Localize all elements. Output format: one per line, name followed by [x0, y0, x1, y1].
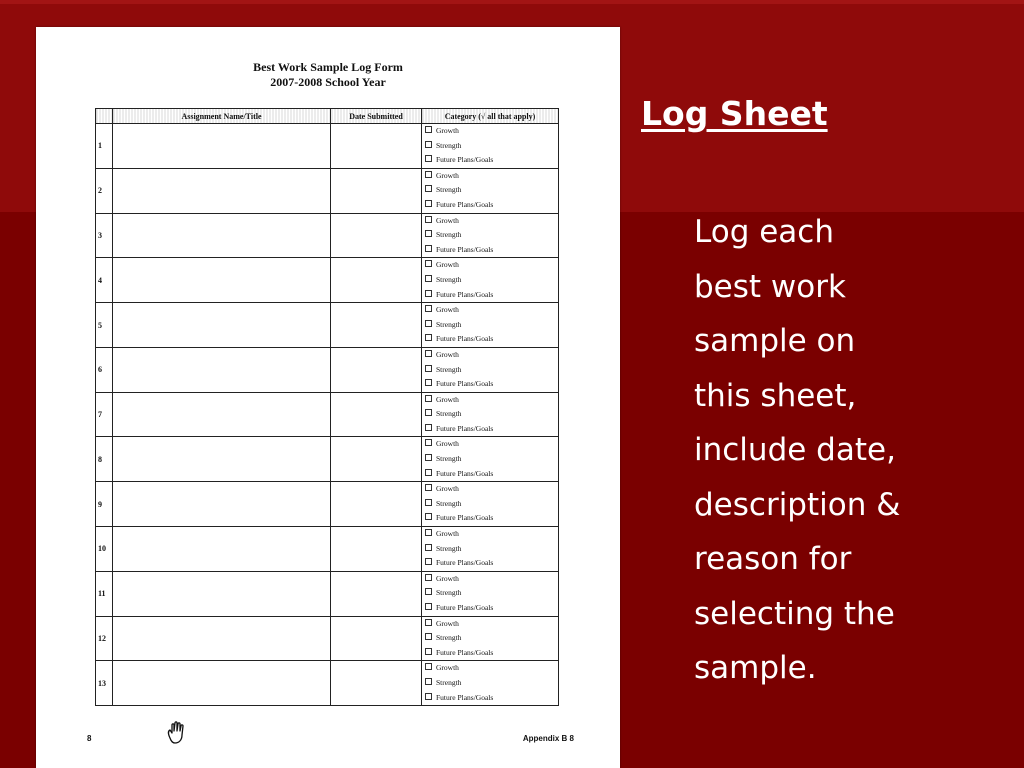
column-header-date: Date Submitted	[331, 109, 422, 124]
category-option	[425, 691, 558, 706]
row-number: 9	[96, 482, 113, 527]
checkbox-icon	[425, 619, 432, 626]
table-row	[96, 124, 559, 169]
assignment-name-cell	[113, 124, 331, 169]
assignment-name-cell	[113, 168, 331, 213]
category-option	[425, 243, 558, 258]
date-submitted-cell	[331, 168, 422, 213]
checkbox-icon	[425, 499, 432, 506]
assignment-name-cell	[113, 616, 331, 661]
category-cell	[422, 303, 559, 348]
category-cell	[422, 258, 559, 303]
category-option	[425, 214, 558, 229]
table-header-row	[96, 109, 559, 124]
row-number: 13	[96, 661, 113, 706]
category-option-label: Growth	[436, 573, 459, 583]
category-cell	[422, 527, 559, 572]
log-table	[95, 108, 559, 706]
checkbox-icon	[425, 409, 432, 416]
checkbox-icon	[425, 648, 432, 655]
category-option-label: Strength	[436, 454, 462, 464]
category-cell	[422, 437, 559, 482]
date-submitted-cell	[331, 571, 422, 616]
checkbox-icon	[425, 171, 432, 178]
category-option-label: Future Plans/Goals	[436, 513, 494, 523]
category-option-label: Future Plans/Goals	[436, 423, 494, 433]
category-cell	[422, 482, 559, 527]
checkbox-icon	[425, 126, 432, 133]
category-option-label: Strength	[436, 498, 462, 508]
checkbox-icon	[425, 320, 432, 327]
row-number: 4	[96, 258, 113, 303]
date-submitted-cell	[331, 258, 422, 303]
checkbox-icon	[425, 469, 432, 476]
checkbox-icon	[425, 200, 432, 207]
date-submitted-cell	[331, 482, 422, 527]
checkbox-icon	[425, 350, 432, 357]
category-option	[425, 124, 558, 139]
row-number: 7	[96, 392, 113, 437]
category-cell	[422, 571, 559, 616]
date-submitted-cell	[331, 213, 422, 258]
category-cell	[422, 213, 559, 258]
table-row	[96, 482, 559, 527]
log-table-body	[96, 124, 559, 706]
slide-heading: Log Sheet	[641, 94, 828, 133]
row-number: 2	[96, 168, 113, 213]
category-option	[425, 273, 558, 288]
category-option-label: Growth	[436, 529, 459, 539]
assignment-name-cell	[113, 347, 331, 392]
date-submitted-cell	[331, 437, 422, 482]
category-option-label: Future Plans/Goals	[436, 647, 494, 657]
category-option	[425, 332, 558, 347]
category-option-label: Strength	[436, 543, 462, 553]
checkbox-icon	[425, 633, 432, 640]
assignment-name-cell	[113, 527, 331, 572]
checkbox-icon	[425, 424, 432, 431]
row-number: 11	[96, 571, 113, 616]
category-option	[425, 646, 558, 661]
category-option-label: Future Plans/Goals	[436, 468, 494, 478]
date-submitted-cell	[331, 527, 422, 572]
category-option	[425, 631, 558, 646]
date-submitted-cell	[331, 392, 422, 437]
category-option-label: Future Plans/Goals	[436, 692, 494, 702]
category-option-label: Future Plans/Goals	[436, 199, 494, 209]
row-number: 1	[96, 124, 113, 169]
category-option	[425, 363, 558, 378]
checkbox-icon	[425, 693, 432, 700]
category-option	[425, 572, 558, 587]
category-option-label: Strength	[436, 677, 462, 687]
category-option	[425, 153, 558, 168]
table-row	[96, 213, 559, 258]
footer-appendix-label: Appendix B 8	[522, 734, 574, 743]
category-option	[425, 482, 558, 497]
slide-background-edge	[0, 0, 1024, 4]
assignment-name-cell	[113, 258, 331, 303]
row-number: 6	[96, 347, 113, 392]
category-cell	[422, 124, 559, 169]
category-option-label: Strength	[436, 633, 462, 643]
category-option-label: Future Plans/Goals	[436, 155, 494, 165]
assignment-name-cell	[113, 213, 331, 258]
category-option-label: Future Plans/Goals	[436, 603, 494, 612]
category-option-label: Strength	[436, 185, 462, 195]
checkbox-icon	[425, 574, 432, 581]
row-number: 12	[96, 616, 113, 661]
category-option	[425, 348, 558, 363]
category-option-label: Growth	[436, 170, 459, 180]
table-row	[96, 347, 559, 392]
table-row	[96, 258, 559, 303]
checkbox-icon	[425, 245, 432, 252]
category-option-label: Strength	[436, 588, 462, 598]
category-option	[425, 601, 558, 616]
table-row	[96, 437, 559, 482]
category-option	[425, 497, 558, 512]
category-option-label: Strength	[436, 319, 462, 329]
category-option	[425, 661, 558, 676]
category-cell	[422, 168, 559, 213]
category-option-label: Growth	[436, 394, 459, 404]
table-row	[96, 168, 559, 213]
category-option-label: Future Plans/Goals	[436, 558, 494, 568]
checkbox-icon	[425, 454, 432, 461]
category-cell	[422, 392, 559, 437]
category-option	[425, 139, 558, 154]
category-option-label: Growth	[436, 439, 459, 449]
date-submitted-cell	[331, 124, 422, 169]
category-option-label: Strength	[436, 230, 462, 240]
category-option	[425, 422, 558, 437]
slide-body-text: Log each best work sample on this sheet, include date, description & reason for selecting the sample.	[694, 214, 901, 686]
category-option-label: Strength	[436, 364, 462, 374]
table-row	[96, 527, 559, 572]
checkbox-icon	[425, 678, 432, 685]
date-submitted-cell	[331, 347, 422, 392]
category-cell	[422, 616, 559, 661]
category-option	[425, 318, 558, 333]
checkbox-icon	[425, 334, 432, 341]
log-form-document	[36, 27, 620, 768]
category-option	[425, 617, 558, 632]
category-option	[425, 527, 558, 542]
category-option	[425, 437, 558, 452]
checkbox-icon	[425, 529, 432, 536]
category-option	[425, 407, 558, 422]
category-option-label: Future Plans/Goals	[436, 334, 494, 344]
assignment-name-cell	[113, 437, 331, 482]
row-number: 5	[96, 303, 113, 348]
category-option	[425, 183, 558, 198]
category-option-label: Strength	[436, 140, 462, 150]
category-option-label: Growth	[436, 305, 459, 315]
row-number: 8	[96, 437, 113, 482]
category-cell	[422, 347, 559, 392]
category-option	[425, 198, 558, 213]
document-title-line-1: Best Work Sample Log Form	[253, 60, 403, 74]
category-option-label: Future Plans/Goals	[436, 244, 494, 254]
checkbox-icon	[425, 216, 432, 223]
assignment-name-cell	[113, 661, 331, 706]
checkbox-icon	[425, 275, 432, 282]
category-option-label: Growth	[436, 215, 459, 225]
category-option	[425, 467, 558, 482]
category-option-label: Strength	[436, 274, 462, 284]
category-option	[425, 258, 558, 273]
checkbox-icon	[425, 141, 432, 148]
assignment-name-cell	[113, 571, 331, 616]
column-header-number	[96, 109, 113, 124]
category-option	[425, 288, 558, 303]
category-option	[425, 586, 558, 601]
document-title-line-2: 2007-2008 School Year	[270, 75, 386, 89]
checkbox-icon	[425, 588, 432, 595]
category-option-label: Growth	[436, 618, 459, 628]
date-submitted-cell	[331, 303, 422, 348]
category-option	[425, 511, 558, 526]
table-row	[96, 661, 559, 706]
category-option-label: Growth	[436, 260, 459, 270]
category-option-label: Future Plans/Goals	[436, 379, 494, 389]
category-option-label: Future Plans/Goals	[436, 289, 494, 299]
checkbox-icon	[425, 439, 432, 446]
checkbox-icon	[425, 365, 432, 372]
category-cell	[422, 661, 559, 706]
table-row	[96, 392, 559, 437]
footer-page-number: 8	[87, 734, 92, 743]
category-option-label: Growth	[436, 126, 459, 135]
assignment-name-cell	[113, 392, 331, 437]
checkbox-icon	[425, 185, 432, 192]
checkbox-icon	[425, 155, 432, 162]
checkbox-icon	[425, 484, 432, 491]
category-option	[425, 556, 558, 571]
checkbox-icon	[425, 290, 432, 297]
column-header-assignment: Assignment Name/Title	[113, 109, 331, 124]
assignment-name-cell	[113, 303, 331, 348]
checkbox-icon	[425, 395, 432, 402]
category-option-label: Growth	[436, 349, 459, 359]
category-option	[425, 303, 558, 318]
category-option	[425, 377, 558, 392]
table-row	[96, 303, 559, 348]
checkbox-icon	[425, 305, 432, 312]
date-submitted-cell	[331, 616, 422, 661]
hand-icon	[164, 720, 190, 746]
checkbox-icon	[425, 544, 432, 551]
checkbox-icon	[425, 379, 432, 386]
date-submitted-cell	[331, 661, 422, 706]
checkbox-icon	[425, 260, 432, 267]
row-number: 10	[96, 527, 113, 572]
assignment-name-cell	[113, 482, 331, 527]
category-option	[425, 169, 558, 184]
category-option	[425, 676, 558, 691]
checkbox-icon	[425, 603, 432, 610]
category-option	[425, 393, 558, 408]
checkbox-icon	[425, 513, 432, 520]
document-title	[36, 60, 620, 90]
checkbox-icon	[425, 230, 432, 237]
category-option	[425, 228, 558, 243]
checkbox-icon	[425, 663, 432, 670]
column-header-category: Category (√ all that apply)	[422, 109, 559, 124]
category-option-label: Strength	[436, 409, 462, 419]
category-option-label: Growth	[436, 663, 459, 673]
category-option	[425, 452, 558, 467]
category-option-label: Growth	[436, 484, 459, 494]
row-number: 3	[96, 213, 113, 258]
category-option	[425, 542, 558, 557]
table-row	[96, 616, 559, 661]
checkbox-icon	[425, 558, 432, 565]
table-row	[96, 571, 559, 616]
